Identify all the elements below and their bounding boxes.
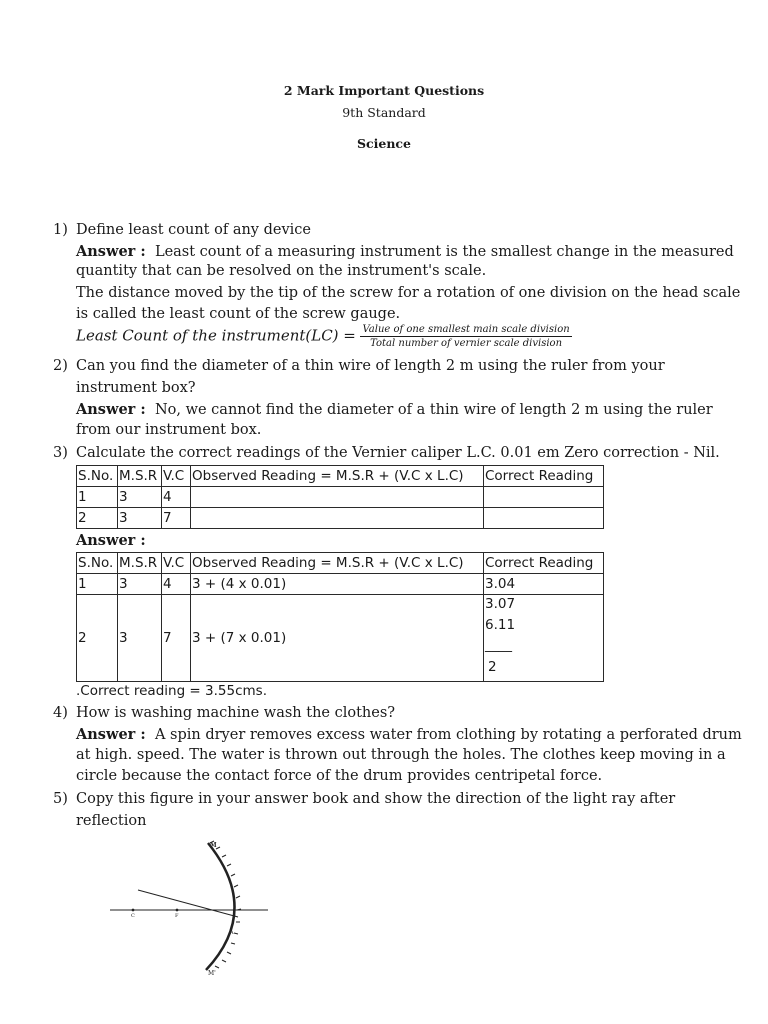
header-vc: V.C: [162, 553, 191, 574]
header-sno: S.No.: [77, 466, 118, 487]
incident-ray: [138, 890, 238, 917]
correct-reading-stack: [484, 595, 603, 681]
label-f: F: [175, 913, 179, 919]
least-count-formula: [76, 324, 572, 349]
cell: 7: [162, 595, 191, 682]
vernier-question-table: [76, 465, 604, 529]
header-observed: Observed Reading = M.S.R + (V.C x L.C): [191, 553, 484, 574]
table-row: [77, 508, 604, 529]
cell: 3 + (4 x 0.01): [191, 574, 484, 595]
table-row: [77, 487, 604, 508]
header-correct: Correct Reading: [484, 553, 604, 574]
cell: 1: [77, 574, 118, 595]
answer-text: quantity that can be resolved on the instrument's scale.: [76, 263, 487, 279]
document-title: 2 Mark Important Questions: [283, 83, 485, 98]
formula-denominator: Total number of vernier scale division: [370, 338, 563, 349]
cell: 3: [118, 574, 162, 595]
label-m: M: [210, 842, 217, 849]
mirror-hatching: [210, 841, 241, 968]
question-4-text: How is washing machine wash the clothes?: [76, 705, 396, 721]
question-2-answer: [76, 401, 713, 418]
table-header-row: [77, 466, 604, 487]
answer-text: from our instrument box.: [76, 422, 262, 438]
table-row: [77, 574, 604, 595]
stack-value: 3.07: [485, 596, 516, 612]
answer-text: The distance moved by the tip of the screw for a rotation of one division on the head scale: [76, 285, 741, 301]
mirror-surface: [206, 843, 235, 970]
answer-text: Least count of a measuring instrument is the smallest change in the measured: [154, 244, 734, 260]
question-5-text: reflection: [76, 813, 147, 829]
cell: 7: [162, 508, 191, 529]
question-3-number: 3): [53, 445, 68, 461]
cell: 4: [162, 487, 191, 508]
question-4-answer: [76, 726, 742, 743]
cell: 3: [118, 508, 162, 529]
table-header-row: [77, 553, 604, 574]
header-vc: V.C: [162, 466, 191, 487]
label-c: C: [131, 913, 135, 919]
cell: [484, 508, 604, 529]
question-1-answer: [76, 243, 734, 260]
answer-text: is called the least count of the screw gauge.: [76, 306, 401, 322]
header-observed: Observed Reading = M.S.R + (V.C x L.C): [191, 466, 484, 487]
question-4-number: 4): [53, 705, 68, 721]
answer-label: Answer :: [76, 243, 146, 260]
cell: [191, 487, 484, 508]
formula-numerator: Value of one smallest main scale division: [362, 324, 570, 335]
answer-text: A spin dryer removes excess water from clothing by rotating a perforated drum: [154, 727, 742, 743]
answer-label: Answer :: [76, 401, 146, 418]
point-c-icon: [132, 909, 135, 912]
cell: 3.04: [484, 574, 604, 595]
subject-label: Science: [357, 136, 411, 151]
answer-text: No, we cannot find the diameter of a thin wire of length 2 m using the ruler: [154, 402, 713, 418]
cell: 3: [118, 595, 162, 682]
formula-fraction: [360, 324, 571, 349]
cell: 1: [77, 487, 118, 508]
answer-label: Answer :: [76, 532, 146, 549]
concave-mirror-figure: [100, 835, 280, 980]
question-5-text: Copy this figure in your answer book and show the direction of the light ray after: [76, 791, 676, 807]
header-msr: M.S.R: [118, 553, 162, 574]
header-sno: S.No.: [77, 553, 118, 574]
cell: 4: [162, 574, 191, 595]
table-row: [77, 595, 604, 682]
stack-divider: ____: [485, 637, 512, 653]
stack-value: 6.11: [485, 617, 516, 633]
label-a: A: [230, 930, 234, 936]
standard-label: 9th Standard: [342, 105, 426, 120]
answer-text: circle because the contact force of the drum provides centripetal force.: [76, 768, 603, 784]
question-1-text: Define least count of any device: [76, 222, 311, 238]
header-msr: M.S.R: [118, 466, 162, 487]
cell: 2: [77, 595, 118, 682]
label-m-prime: M': [208, 970, 216, 977]
cell: 3 + (7 x 0.01): [191, 595, 484, 682]
formula-lhs: Least Count of the instrument(LC) =: [76, 326, 356, 345]
cell: [484, 595, 604, 682]
question-1-number: 1): [53, 222, 68, 238]
cell: 2: [77, 508, 118, 529]
question-2-text: instrument box?: [76, 380, 196, 396]
question-3-text: Calculate the correct readings of the Vernier caliper L.C. 0.01 em Zero correction - Nil.: [76, 445, 720, 461]
question-5-number: 5): [53, 791, 68, 807]
answer-text: at high. speed. The water is thrown out through the holes. The clothes keep moving in a: [76, 747, 726, 763]
correct-reading-result: .Correct reading = 3.55cms.: [76, 683, 267, 699]
question-2-number: 2): [53, 358, 68, 374]
header-correct: Correct Reading: [484, 466, 604, 487]
answer-label: Answer :: [76, 726, 146, 743]
vernier-answer-table: [76, 552, 604, 682]
cell: [191, 508, 484, 529]
question-2-text: Can you find the diameter of a thin wire of length 2 m using the ruler from your: [76, 358, 665, 374]
cell: 3: [118, 487, 162, 508]
point-f-icon: [176, 909, 179, 912]
stack-value: 2: [488, 659, 497, 675]
cell: [484, 487, 604, 508]
